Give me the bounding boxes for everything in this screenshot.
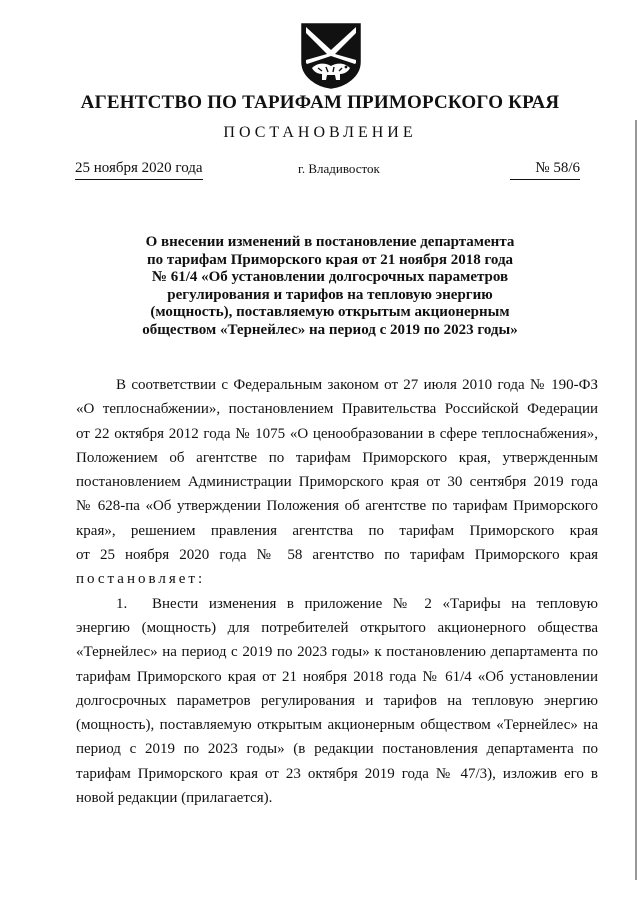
item-1-line: тарифам Приморского края от 21 ноября 2018 года № 61/4 «Об установлении: [76, 668, 598, 685]
document-date: 25 ноября 2020 года: [75, 160, 203, 180]
item-1-line: долгосрочных параметров регулирования и тарифов на тепловую энергию: [76, 692, 598, 709]
resolves-word: постановляет:: [76, 571, 206, 588]
title-line: обществом «Тернейлес» на период с 2019 по 2023 годы»: [142, 321, 518, 338]
item-1-line: период с 2019 по 2023 годы» (в редакции постановления департамента по: [76, 741, 598, 758]
item-1-text: Внести изменения в приложение № 2 «Тарифы на тепловую: [152, 595, 598, 612]
scan-edge-shadow: [635, 120, 637, 880]
document-type: ПОСТАНОВЛЕНИЕ: [223, 124, 417, 141]
preamble-line: от 22 октября 2012 года № 1075 «О ценообразовании в сфере теплоснабжения»,: [76, 425, 598, 442]
title-line: регулирования и тарифов на тепловую энергию: [167, 286, 493, 303]
document-city: г. Владивосток: [298, 161, 380, 176]
title-line: (мощность), поставляемую открытым акционерным: [150, 304, 510, 321]
preamble-line: постановлением Администрации Приморского края от 30 сентября 2019 года: [76, 474, 598, 491]
item-1-line: новой редакции (прилагается).: [76, 790, 273, 807]
item-1-line: «Тернейлес» на период с 2019 по 2023 годы» к постановлению департамента по: [76, 644, 598, 661]
coat-of-arms-tiger-icon: [300, 22, 362, 90]
preamble-line: Положением об агентстве по тарифам Приморского края, утвержденным: [76, 449, 598, 466]
title-line: № 61/4 «Об установлении долгосрочных параметров: [151, 269, 509, 286]
title-line: О внесении изменений в постановление департамента: [145, 234, 515, 250]
preamble-line: В соответствии с Федеральным законом от 27 июля 2010 года № 190-ФЗ: [116, 377, 598, 393]
preamble-line: от 25 ноября 2020 года № 58 агентство по тарифам Приморского края: [76, 547, 598, 564]
item-1-line: тарифам Приморского края от 23 октября 2019 года № 47/3), изложив его в: [76, 765, 598, 782]
title-line: по тарифам Приморского края от 21 ноября 2018 года: [146, 251, 514, 268]
item-1-first-line: [76, 592, 598, 616]
item-1-line: (мощность), поставляемую открытым акционерным обществом «Тернейлес» на: [76, 717, 598, 734]
document-title: [120, 234, 540, 340]
preamble-line: края», решением правления агентства по тарифам Приморского края: [76, 522, 598, 539]
document-number: № 58/6: [510, 160, 580, 180]
preamble-line: № 628-па «Об утверждении Положения об агентстве по тарифам Приморского: [76, 498, 598, 515]
item-1-line: энергию (мощность) для потребителей открытого акционерного общества: [76, 619, 598, 636]
preamble-line: «О теплоснабжении», постановлением Правительства Российской Федерации: [76, 401, 598, 418]
item-number: 1.: [116, 595, 128, 612]
agency-name: АГЕНТСТВО ПО ТАРИФАМ ПРИМОРСКОГО КРАЯ: [80, 92, 560, 113]
document-body: [76, 373, 598, 810]
